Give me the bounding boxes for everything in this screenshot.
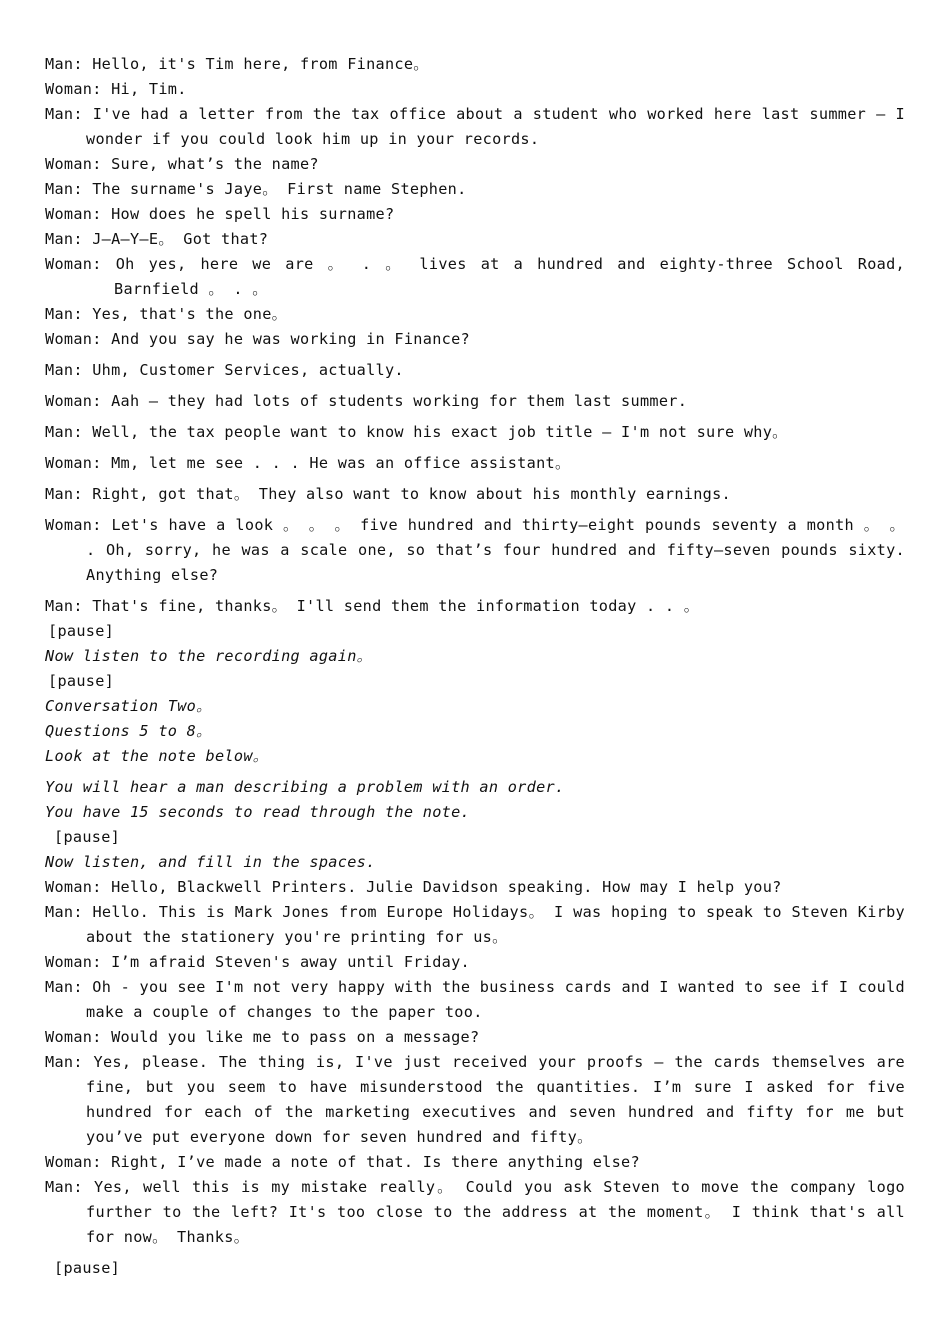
transcript-line: Man: Yes, well this is my mistake really。 Could you ask Steven to move the company logo further to the left? It's too close to the address at the moment。 I think that's all for now。 Thanks。 — [45, 1178, 905, 1246]
transcript-line: Woman: Right, I’ve made a note of that. Is there anything else? — [45, 1153, 640, 1171]
transcript-line: Woman: Sure, what’s the name? — [45, 155, 319, 173]
transcript-line: Man: I've had a letter from the tax office about a student who worked here last summer – I wonder if you could look him up in your records. — [45, 105, 905, 148]
transcript-line: Man: Yes, that's the one。 — [45, 305, 288, 323]
instruction-line: Look at the note below。 — [45, 747, 269, 765]
instruction-line: You have 15 seconds to read through the note. — [45, 803, 470, 821]
pause-marker: [pause] — [54, 828, 121, 846]
transcript-line: Woman: Hi, Tim. — [45, 80, 187, 98]
instruction-line: Now listen, and fill in the spaces. — [45, 853, 376, 871]
transcript-line: Woman: Let's have a look 。 。 。 five hundred and thirty—eight pounds seventy a month 。 。 . Oh, sorry, he was a scale one, so that’s four hundred and fifty—seven pounds sixty. Anything else? — [45, 516, 905, 584]
instruction-line: You will hear a man describing a problem with an order. — [45, 778, 565, 796]
transcript-line: Woman: Aah — they had lots of students working for them last summer. — [45, 392, 688, 410]
pause-marker: [pause] — [54, 1259, 121, 1277]
instruction-line: Now listen to the recording again。 — [45, 647, 373, 665]
transcript-line: Man: Yes, please. The thing is, I've just received your proofs — the cards themselves are fine, but you seem to have misunderstood the quantities. I’m sure I asked for five hundred for each of the marketing executives and seven hundred and fifty for me but you’ve put everyone down for seven hundred and fifty。 — [45, 1053, 905, 1146]
transcript-line: Woman: How does he spell his surname? — [45, 205, 395, 223]
transcript-line: Woman: Would you like me to pass on a message? — [45, 1028, 480, 1046]
transcript-line: Woman: Mm, let me see . . . He was an office assistant。 — [45, 454, 571, 472]
section-heading: Conversation Two。 — [45, 697, 212, 715]
transcript-line: Man: Uhm, Customer Services, actually. — [45, 361, 404, 379]
transcript-line: Man: Right, got that。 They also want to know about his monthly earnings. — [45, 485, 731, 503]
transcript-line: Woman: And you say he was working in Finance? — [45, 330, 470, 348]
transcript-line: Woman: I’m afraid Steven's away until Friday. — [45, 953, 470, 971]
transcript-line: Man: That's fine, thanks。 I'll send them the information today . . 。 — [45, 597, 700, 615]
transcript-line: Woman: Hello, Blackwell Printers. Julie Davidson speaking. How may I help you? — [45, 878, 782, 896]
pause-marker: [pause] — [48, 672, 115, 690]
transcript-line: Man: J—A—Y—E。 Got that? — [45, 230, 269, 248]
transcript-line: Man: Oh - you see I'm not very happy with the business cards and I wanted to see if I could make a couple of changes to the paper too. — [45, 978, 905, 1021]
transcript — [45, 52, 905, 1281]
transcript-line: Man: The surname's Jaye。 First name Stephen. — [45, 180, 467, 198]
pause-marker: [pause] — [48, 622, 115, 640]
transcript-line: Man: Well, the tax people want to know his exact job title — I'm not sure why。 — [45, 423, 788, 441]
transcript-line: Man: Hello, it's Tim here, from Finance。 — [45, 55, 429, 73]
instruction-line: Questions 5 to 8。 — [45, 722, 212, 740]
transcript-line: Man: Hello. This is Mark Jones from Europe Holidays。 I was hoping to speak to Steven Kirby about the stationery you're printing for us。 — [45, 903, 905, 946]
transcript-line: Woman: Oh yes, here we are 。 . 。 lives at a hundred and eighty-three School Road, Barnfield 。 . 。 — [45, 255, 905, 298]
